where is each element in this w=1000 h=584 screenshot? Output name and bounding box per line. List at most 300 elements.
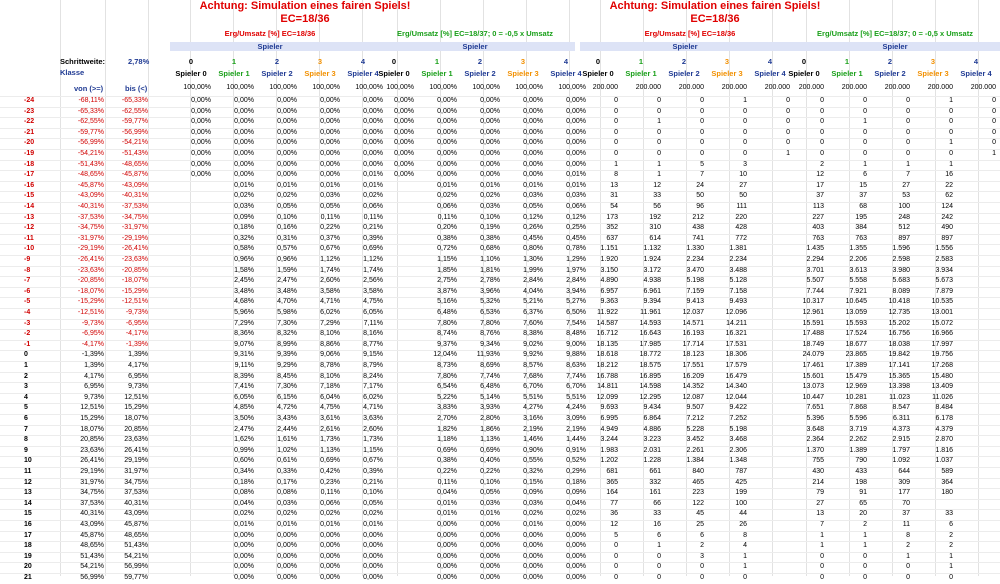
pct-a-cell: 0,11% bbox=[320, 489, 340, 497]
player-number: 4 bbox=[767, 57, 773, 66]
count-c-cell: 310 bbox=[649, 224, 661, 232]
count-d-cell: 248 bbox=[898, 213, 910, 221]
count-d-cell: 7 bbox=[906, 171, 910, 179]
bis-cell: 12,51% bbox=[124, 393, 148, 401]
pct-b-cell: 0,00% bbox=[523, 171, 543, 179]
player-number: 3 bbox=[724, 57, 730, 66]
pct-b-cell: 0,01% bbox=[523, 181, 543, 189]
player-name: Spieler 4 bbox=[347, 69, 379, 78]
bis-cell: 43,09% bbox=[124, 510, 148, 518]
pct-a-cell: 8,10% bbox=[320, 372, 340, 380]
count-d-cell: 100 bbox=[898, 203, 910, 210]
spieler-header-2: Spieler bbox=[462, 42, 488, 51]
pct-a-cell: 0,01% bbox=[320, 521, 340, 528]
pct-b-cell: 2,19% bbox=[566, 425, 586, 433]
count-d-cell: 17 bbox=[816, 181, 824, 189]
pct-a-cell: 0,17% bbox=[277, 478, 297, 486]
count-c-cell: 425 bbox=[735, 478, 747, 486]
count-c-cell: 1 bbox=[657, 542, 661, 550]
pct-b-cell: 0,01% bbox=[523, 521, 543, 528]
pct-a-cell: 0,02% bbox=[277, 510, 297, 518]
grid-hline bbox=[0, 541, 1000, 542]
grid-hline bbox=[0, 414, 1000, 415]
count-d-cell: 1 bbox=[906, 160, 910, 168]
count-c-cell: 9.507 bbox=[686, 404, 704, 412]
pct-a-cell: 0,10% bbox=[277, 213, 297, 221]
pct-b-cell: 1,10% bbox=[480, 256, 500, 263]
table-row bbox=[0, 509, 1000, 520]
pct-b-cell: 9,34% bbox=[480, 340, 500, 348]
pct-a-cell: 0,00% bbox=[320, 563, 340, 571]
subtitle-mid: Erg/Umsatz [%] EC=18/37; 0 = -0,5 x Umsatz bbox=[397, 29, 553, 38]
count-d-cell: 1 bbox=[992, 150, 996, 157]
klasse-cell: 21 bbox=[24, 574, 32, 581]
count-c-cell: 66 bbox=[653, 499, 661, 507]
count-c-cell: 16.712 bbox=[596, 330, 618, 338]
pct-a-cell: 0,00% bbox=[363, 128, 383, 136]
pct-b-cell: 0,00% bbox=[566, 150, 586, 157]
bis-cell: -31,97% bbox=[121, 224, 148, 232]
pct-a-cell: 4,70% bbox=[277, 298, 297, 306]
count-c-cell: 223 bbox=[692, 489, 704, 497]
grid-hline bbox=[0, 297, 1000, 298]
pct-b-cell: 2,84% bbox=[566, 277, 586, 285]
pct-b-cell: 5,21% bbox=[523, 298, 543, 306]
table-row bbox=[0, 478, 1000, 489]
pct-b-cell: 1,81% bbox=[480, 266, 500, 274]
pct-b-cell: 0,00% bbox=[523, 150, 543, 157]
pct-a-cell: 8,78% bbox=[320, 362, 340, 369]
count-c-cell: 0 bbox=[657, 128, 661, 136]
pct-a-cell: 1,12% bbox=[320, 256, 340, 263]
table-row bbox=[0, 488, 1000, 499]
pct-a-cell: 5,98% bbox=[277, 309, 297, 316]
pct-a-cell: 0,01% bbox=[320, 181, 340, 189]
total-pct: 100,00% bbox=[515, 84, 543, 91]
pct-a-cell: 0,10% bbox=[363, 489, 383, 497]
title-line2: EC=18/36 bbox=[280, 13, 330, 25]
table-row bbox=[0, 191, 1000, 202]
grid-hline bbox=[0, 202, 1000, 203]
count-c-cell: 50 bbox=[739, 192, 747, 200]
pct-a-cell: 0,61% bbox=[277, 457, 297, 465]
von-cell: -23,63% bbox=[77, 266, 104, 274]
count-d-cell: 897 bbox=[898, 234, 910, 242]
bis-cell: 23,63% bbox=[124, 436, 148, 444]
player-name: Spieler 3 bbox=[507, 69, 539, 78]
count-d-cell: 24.079 bbox=[802, 351, 824, 359]
count-d-cell: 2.870 bbox=[935, 436, 953, 444]
pct-b-cell: 7,74% bbox=[566, 372, 586, 380]
von-cell: 54,21% bbox=[80, 563, 104, 571]
pct-a-cell: 0,00% bbox=[320, 128, 340, 136]
table-row bbox=[0, 181, 1000, 192]
count-d-cell: 6.178 bbox=[935, 415, 953, 422]
pct-a-cell: 0,39% bbox=[363, 234, 383, 242]
count-d-cell: 1.816 bbox=[935, 446, 953, 454]
pct-a-cell: 8,32% bbox=[277, 330, 297, 338]
count-d-cell: 433 bbox=[855, 468, 867, 475]
title-line2-right: EC=18/36 bbox=[690, 13, 740, 25]
count-d-cell: 27 bbox=[816, 499, 824, 507]
grid-hline bbox=[0, 117, 1000, 118]
count-d-cell: 17.141 bbox=[888, 362, 910, 369]
count-c-cell: 17.551 bbox=[682, 362, 704, 369]
pct-a-cell: 9,15% bbox=[363, 351, 383, 359]
pct-a-cell: 0,00% bbox=[363, 542, 383, 550]
count-c-cell: 0 bbox=[614, 574, 618, 581]
bis-cell: -12,51% bbox=[121, 298, 148, 306]
count-d-cell: 0 bbox=[863, 552, 867, 560]
pct-a-cell: 0,69% bbox=[320, 457, 340, 465]
bis-cell: -43,09% bbox=[121, 181, 148, 189]
count-c-cell: 17.714 bbox=[682, 340, 704, 348]
count-c-cell: 6.995 bbox=[600, 415, 618, 422]
pct-b-cell: 3,83% bbox=[437, 404, 457, 412]
pct-b-cell: 7,74% bbox=[480, 372, 500, 380]
bis-cell: 26,41% bbox=[124, 446, 148, 454]
player-number: 3 bbox=[520, 57, 526, 66]
pct-a-cell: 2,61% bbox=[320, 425, 340, 433]
pct-a-cell: 0,00% bbox=[234, 171, 254, 179]
count-d-cell: 1.797 bbox=[892, 446, 910, 454]
pct-a-cell: 8,79% bbox=[363, 362, 383, 369]
grid-hline bbox=[0, 499, 1000, 500]
count-c-cell: 0 bbox=[657, 150, 661, 157]
bis-cell: -62,55% bbox=[121, 107, 148, 115]
von-label: von (>=) bbox=[74, 84, 104, 93]
count-c-cell: 5 bbox=[614, 531, 618, 539]
klasse-cell: -17 bbox=[24, 171, 35, 179]
klasse-cell: 12 bbox=[24, 478, 32, 486]
count-d-cell: 2.262 bbox=[849, 436, 867, 444]
table-row bbox=[0, 255, 1000, 266]
pct-a-cell: 0,00% bbox=[277, 574, 297, 581]
pct-a-cell: 0,01% bbox=[277, 181, 297, 189]
player-name: Spieler 0 bbox=[788, 69, 820, 78]
pct-a-cell: 3,58% bbox=[320, 287, 340, 295]
count-c-cell: 0 bbox=[743, 139, 747, 147]
pct-b-cell: 0,00% bbox=[394, 150, 414, 157]
player-number: 3 bbox=[317, 57, 323, 66]
pct-b-cell: 1,29% bbox=[566, 256, 586, 263]
count-c-cell: 4.890 bbox=[600, 277, 618, 285]
count-d-cell: 790 bbox=[855, 457, 867, 465]
table-row bbox=[0, 297, 1000, 308]
klasse-cell: 11 bbox=[24, 468, 32, 475]
bis-cell: -9,73% bbox=[125, 309, 148, 316]
von-cell: 4,17% bbox=[84, 372, 104, 380]
count-d-cell: 0 bbox=[949, 118, 953, 126]
pct-a-cell: 3,43% bbox=[277, 415, 297, 422]
total-count: 200.000 bbox=[970, 84, 996, 91]
count-d-cell: 62 bbox=[945, 192, 953, 200]
pct-b-cell: 0,52% bbox=[566, 457, 586, 465]
count-c-cell: 0 bbox=[700, 97, 704, 104]
pct-a-cell: 0,42% bbox=[320, 468, 340, 475]
count-c-cell: 14.587 bbox=[596, 319, 618, 327]
count-c-cell: 9.693 bbox=[600, 404, 618, 412]
count-c-cell: 54 bbox=[610, 203, 618, 210]
count-c-cell: 0 bbox=[743, 150, 747, 157]
count-d-cell: 18.677 bbox=[845, 340, 867, 348]
grid-hline bbox=[0, 213, 1000, 214]
pct-a-cell: 0,00% bbox=[277, 160, 297, 168]
player-number: 3 bbox=[930, 57, 936, 66]
klasse-cell: -9 bbox=[24, 256, 31, 263]
pct-a-cell: 7,30% bbox=[277, 383, 297, 391]
bis-cell: 6,95% bbox=[128, 372, 148, 380]
count-d-cell: 1.389 bbox=[849, 446, 867, 454]
bis-cell: 20,85% bbox=[124, 425, 148, 433]
count-c-cell: 17.531 bbox=[725, 340, 747, 348]
bis-label: bis (<) bbox=[125, 84, 148, 93]
player-number: 2 bbox=[681, 57, 687, 66]
pct-a-cell: 0,21% bbox=[363, 478, 383, 486]
count-d-cell: 644 bbox=[898, 468, 910, 475]
count-c-cell: 0 bbox=[614, 552, 618, 560]
grid-hline bbox=[0, 138, 1000, 139]
pct-a-cell: 0,00% bbox=[320, 574, 340, 581]
pct-a-cell: 0,00% bbox=[277, 563, 297, 571]
pct-b-cell: 9,92% bbox=[523, 351, 543, 359]
count-c-cell: 1 bbox=[743, 552, 747, 560]
count-d-cell: 2 bbox=[820, 160, 824, 168]
grid-hline bbox=[0, 160, 1000, 161]
grid-hline bbox=[0, 244, 1000, 245]
count-c-cell: 428 bbox=[735, 224, 747, 232]
pct-a-cell: 0,00% bbox=[234, 150, 254, 157]
pct-a-cell: 0,00% bbox=[277, 128, 297, 136]
bis-cell: -54,21% bbox=[121, 139, 148, 147]
table-row bbox=[0, 541, 1000, 552]
count-d-cell: 0 bbox=[820, 574, 824, 581]
title-line1: Achtung: Simulation eines fairen Spiels! bbox=[199, 0, 411, 12]
bis-cell: 56,99% bbox=[124, 563, 148, 571]
pct-a-cell: 0,03% bbox=[277, 499, 297, 507]
count-c-cell: 1.228 bbox=[643, 457, 661, 465]
count-d-cell: 0 bbox=[820, 118, 824, 126]
count-d-cell: 17.461 bbox=[802, 362, 824, 369]
count-c-cell: 18.772 bbox=[639, 351, 661, 359]
pct-a-cell: 2,45% bbox=[234, 277, 254, 285]
pct-a-cell: 0,00% bbox=[320, 160, 340, 168]
count-c-cell: 614 bbox=[649, 234, 661, 242]
count-c-cell: 7.212 bbox=[686, 415, 704, 422]
pct-b-cell: 0,00% bbox=[523, 107, 543, 115]
player-name: Spieler 3 bbox=[304, 69, 336, 78]
count-c-cell: 16.321 bbox=[725, 330, 747, 338]
count-d-cell: 4.373 bbox=[892, 425, 910, 433]
pct-b-cell: 11,93% bbox=[476, 351, 500, 359]
table-row bbox=[0, 499, 1000, 510]
von-cell: -56,99% bbox=[77, 139, 104, 147]
pct-a-cell: 9,39% bbox=[277, 351, 297, 359]
klasse-cell: 17 bbox=[24, 531, 32, 539]
pct-a-cell: 0,33% bbox=[277, 468, 297, 475]
bis-cell: 31,97% bbox=[124, 468, 148, 475]
pct-b-cell: 1,99% bbox=[523, 266, 543, 274]
grid-hline bbox=[0, 234, 1000, 235]
pct-a-cell: 4,75% bbox=[363, 298, 383, 306]
count-c-cell: 18.123 bbox=[682, 351, 704, 359]
pct-a-cell: 0,00% bbox=[277, 552, 297, 560]
count-d-cell: 214 bbox=[812, 478, 824, 486]
count-c-cell: 14.811 bbox=[597, 383, 618, 391]
total-pct: 100,00% bbox=[386, 84, 414, 91]
grid-hline bbox=[0, 531, 1000, 532]
pct-a-cell: 0,05% bbox=[363, 499, 383, 507]
total-count: 200.000 bbox=[798, 84, 824, 91]
player-name: Spieler 1 bbox=[421, 69, 453, 78]
count-c-cell: 8 bbox=[743, 531, 747, 539]
count-d-cell: 70 bbox=[902, 499, 910, 507]
player-name: Spieler 1 bbox=[625, 69, 657, 78]
pct-a-cell: 0,37% bbox=[320, 234, 340, 242]
pct-b-cell: 0,00% bbox=[566, 97, 586, 104]
subtitle-far: Erg/Umsatz [%] EC=18/37; 0 = -0,5 x Umsatz bbox=[817, 29, 973, 38]
pct-b-cell: 0,19% bbox=[480, 224, 500, 232]
count-d-cell: 0 bbox=[863, 563, 867, 571]
pct-a-cell: 0,09% bbox=[234, 213, 254, 221]
count-d-cell: 12.969 bbox=[845, 383, 867, 391]
klasse-cell: -6 bbox=[24, 287, 31, 295]
pct-b-cell: 0,00% bbox=[566, 531, 586, 539]
pct-b-cell: 0,80% bbox=[523, 245, 543, 253]
count-d-cell: 0 bbox=[992, 128, 996, 136]
count-d-cell: 11 bbox=[902, 521, 910, 528]
pct-b-cell: 0,01% bbox=[480, 181, 500, 189]
klasse-cell: 1 bbox=[24, 362, 28, 369]
player-number: 4 bbox=[563, 57, 569, 66]
player-number: 1 bbox=[434, 57, 440, 66]
pct-a-cell: 0,11% bbox=[320, 213, 340, 221]
count-d-cell: 113 bbox=[812, 203, 824, 210]
pct-a-cell: 0,00% bbox=[234, 160, 254, 168]
count-c-cell: 0 bbox=[657, 107, 661, 115]
count-d-cell: 177 bbox=[898, 489, 910, 497]
pct-a-cell: 0,96% bbox=[277, 256, 297, 263]
pct-a-cell: 0,00% bbox=[234, 128, 254, 136]
table-row bbox=[0, 107, 1000, 118]
pct-a-cell: 0,01% bbox=[234, 521, 254, 528]
count-c-cell: 2.031 bbox=[643, 446, 661, 454]
count-c-cell: 1.924 bbox=[643, 256, 661, 263]
table-row bbox=[0, 96, 1000, 107]
pct-b-cell: 0,29% bbox=[566, 468, 586, 475]
count-d-cell: 6.311 bbox=[893, 415, 910, 422]
klasse-cell: -16 bbox=[24, 181, 35, 189]
count-c-cell: 9.363 bbox=[600, 298, 618, 306]
von-cell: 45,87% bbox=[80, 531, 104, 539]
pct-a-cell: 0,00% bbox=[234, 107, 254, 115]
von-cell: -37,53% bbox=[77, 213, 104, 221]
pct-b-cell: 0,00% bbox=[480, 118, 500, 126]
pct-a-cell: 3,48% bbox=[277, 287, 297, 295]
count-d-cell: 53 bbox=[902, 192, 910, 200]
count-c-cell: 16 bbox=[653, 521, 661, 528]
pct-b-cell: 0,00% bbox=[480, 150, 500, 157]
count-d-cell: 1.596 bbox=[892, 245, 910, 253]
pct-b-cell: 0,00% bbox=[437, 542, 457, 550]
grid-hline bbox=[0, 361, 1000, 362]
pct-a-cell: 0,00% bbox=[191, 160, 211, 168]
von-cell: 20,85% bbox=[80, 436, 104, 444]
pct-b-cell: 1,44% bbox=[566, 436, 586, 444]
pct-a-cell: 0,00% bbox=[320, 531, 340, 539]
count-d-cell: 589 bbox=[941, 468, 953, 475]
pct-b-cell: 5,27% bbox=[566, 298, 586, 306]
count-d-cell: 68 bbox=[859, 203, 867, 210]
pct-b-cell: 0,03% bbox=[523, 192, 543, 200]
pct-b-cell: 9,37% bbox=[437, 340, 457, 348]
count-d-cell: 15.479 bbox=[845, 372, 867, 380]
count-c-cell: 0 bbox=[614, 128, 618, 136]
pct-b-cell: 0,00% bbox=[566, 563, 586, 571]
pct-a-cell: 8,77% bbox=[363, 340, 383, 348]
count-d-cell: 23.865 bbox=[845, 351, 867, 359]
count-d-cell: 384 bbox=[855, 224, 867, 232]
count-d-cell: 5.558 bbox=[849, 277, 867, 285]
pct-a-cell: 8,36% bbox=[234, 330, 254, 338]
pct-b-cell: 6,70% bbox=[523, 383, 543, 391]
pct-b-cell: 0,00% bbox=[437, 171, 457, 179]
count-c-cell: 3.468 bbox=[729, 436, 747, 444]
pct-b-cell: 0,00% bbox=[523, 139, 543, 147]
pct-a-cell: 0,02% bbox=[234, 192, 254, 200]
count-d-cell: 1.037 bbox=[935, 457, 953, 465]
von-cell: -54,21% bbox=[77, 150, 104, 157]
pct-b-cell: 1,85% bbox=[437, 266, 457, 274]
count-d-cell: 0 bbox=[863, 574, 867, 581]
pct-a-cell: 1,74% bbox=[320, 266, 340, 274]
pct-b-cell: 3,94% bbox=[566, 287, 586, 295]
pct-b-cell: 7,80% bbox=[437, 372, 457, 380]
player-number: 4 bbox=[973, 57, 979, 66]
count-c-cell: 0 bbox=[700, 139, 704, 147]
grid-hline bbox=[0, 372, 1000, 373]
count-c-cell: 0 bbox=[614, 563, 618, 571]
total-count: 200.000 bbox=[764, 84, 790, 91]
count-c-cell: 2.234 bbox=[729, 256, 747, 263]
count-d-cell: 16.756 bbox=[888, 330, 910, 338]
count-c-cell: 16.209 bbox=[682, 372, 704, 380]
pct-b-cell: 0,00% bbox=[437, 150, 457, 157]
klasse-cell: 6 bbox=[24, 415, 28, 422]
count-d-cell: 8.089 bbox=[892, 287, 910, 295]
table-row bbox=[0, 202, 1000, 213]
count-c-cell: 36 bbox=[610, 510, 618, 518]
table-row bbox=[0, 552, 1000, 563]
count-d-cell: 364 bbox=[941, 478, 953, 486]
von-cell: -6,95% bbox=[81, 330, 104, 338]
count-d-cell: 3.719 bbox=[849, 425, 867, 433]
grid-hline bbox=[0, 393, 1000, 394]
count-c-cell: 1.330 bbox=[686, 245, 704, 253]
pct-a-cell: 0,00% bbox=[234, 552, 254, 560]
pct-b-cell: 0,00% bbox=[566, 542, 586, 550]
pct-b-cell: 0,00% bbox=[480, 531, 500, 539]
count-c-cell: 45 bbox=[696, 510, 704, 518]
pct-a-cell: 7,17% bbox=[363, 383, 383, 391]
von-cell: -26,41% bbox=[77, 256, 104, 263]
pct-a-cell: 1,59% bbox=[277, 266, 297, 274]
pct-b-cell: 6,37% bbox=[523, 309, 543, 316]
pct-a-cell: 0,96% bbox=[234, 256, 254, 263]
pct-b-cell: 0,00% bbox=[437, 531, 457, 539]
pct-a-cell: 7,30% bbox=[277, 319, 297, 327]
klasse-cell: -1 bbox=[24, 340, 31, 348]
